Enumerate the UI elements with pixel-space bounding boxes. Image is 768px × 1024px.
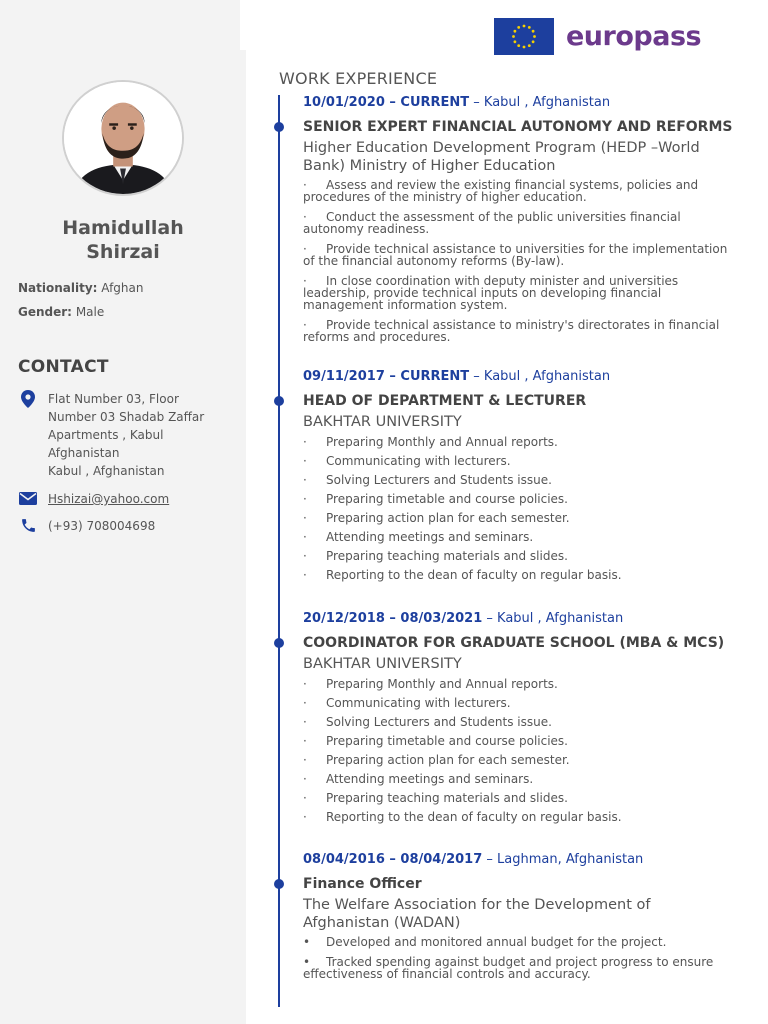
list-item: · Preparing timetable and course policies.	[303, 492, 568, 506]
gender-row	[18, 305, 104, 319]
list-item: · Conduct the assessment of the public universities financial autonomy readiness.	[303, 210, 681, 236]
nationality-label: Nationality:	[18, 281, 98, 295]
job-organization: Higher Education Development Program (HEDP –World Bank) Ministry of Higher Education	[303, 140, 700, 174]
list-item: · Preparing teaching materials and slides.	[303, 549, 568, 563]
gender-label: Gender:	[18, 305, 72, 319]
address-text: Flat Number 03, Floor Number 03 Shadab Zaffar Apartments , Kabul Afghanistan	[48, 392, 205, 460]
gender-value: Male	[75, 305, 105, 319]
list-item: · In close coordination with deputy minister and universities leadership, provide technical inputs on developing financial management information system.	[303, 274, 679, 312]
list-item: · Reporting to the dean of faculty on regular basis.	[303, 810, 622, 824]
list-item: · Communicating with lecturers.	[303, 696, 511, 710]
sidebar-notch	[240, 0, 248, 50]
map-pin-icon	[18, 390, 38, 408]
list-item: · Preparing action plan for each semester.	[303, 753, 570, 767]
job-date: 09/11/2017 – CURRENT – Kabul , Afghanistan	[303, 369, 611, 384]
list-item: · Preparing Monthly and Annual reports.	[303, 435, 558, 449]
section-title-work-experience: WORK EXPERIENCE	[279, 69, 438, 88]
list-item: · Preparing action plan for each semester.	[303, 511, 570, 525]
list-item: · Assess and review the existing financial systems, policies and procedures of the ministry of higher education.	[303, 178, 699, 204]
avatar	[62, 80, 184, 196]
list-item: · Solving Lecturers and Students issue.	[303, 715, 552, 729]
job-date: 10/01/2020 – CURRENT – Kabul , Afghanistan	[303, 95, 611, 110]
timeline-dot	[274, 396, 284, 406]
job-duties	[303, 179, 733, 343]
list-item: · Attending meetings and seminars.	[303, 772, 534, 786]
job-title: COORDINATOR FOR GRADUATE SCHOOL (MBA & MCS)	[303, 635, 725, 651]
europass-logo-text: europass	[566, 21, 702, 52]
list-item: · Provide technical assistance to universities for the implementation of the financial autonomy reforms (By-law).	[303, 242, 728, 268]
job-duties	[303, 936, 733, 980]
job-title: Finance Officer	[303, 876, 422, 892]
phone-text[interactable]: (+93) 708004698	[48, 519, 156, 533]
nationality-row	[18, 281, 143, 295]
nationality-value: Afghan	[101, 281, 144, 295]
address-city: Kabul , Afghanistan	[48, 464, 165, 478]
list-item: • Developed and monitored annual budget for the project.	[303, 935, 667, 949]
job-entry	[303, 610, 733, 829]
list-item: · Solving Lecturers and Students issue.	[303, 473, 552, 487]
list-item: · Preparing Monthly and Annual reports.	[303, 677, 558, 691]
job-title: SENIOR EXPERT FINANCIAL AUTONOMY AND REFORMS	[303, 119, 733, 135]
job-organization: The Welfare Association for the Development of Afghanistan (WADAN)	[303, 897, 651, 931]
list-item: · Preparing timetable and course policies.	[303, 734, 568, 748]
list-item: · Reporting to the dean of faculty on regular basis.	[303, 568, 622, 582]
timeline-dot	[274, 638, 284, 648]
job-organization: BAKHTAR UNIVERSITY	[303, 414, 462, 430]
envelope-icon	[18, 490, 38, 508]
sidebar	[0, 0, 246, 1024]
list-item: · Provide technical assistance to ministry's directorates in financial reforms and procedures.	[303, 318, 720, 344]
email-row	[18, 490, 208, 508]
timeline-line	[278, 95, 280, 1007]
phone-icon	[18, 517, 38, 535]
list-item: · Communicating with lecturers.	[303, 454, 511, 468]
phone-row	[18, 517, 208, 535]
full-name: Hamidullah Shirzai	[62, 217, 184, 263]
job-title: HEAD OF DEPARTMENT & LECTURER	[303, 393, 587, 409]
job-entry	[303, 851, 733, 988]
eu-flag-logo	[494, 18, 554, 55]
timeline-dot	[274, 879, 284, 889]
job-entry	[303, 94, 733, 351]
email-link[interactable]: Hshizai@yahoo.com	[48, 492, 170, 506]
address-row	[18, 390, 208, 480]
contact-heading: CONTACT	[18, 357, 109, 377]
job-date: 08/04/2016 – 08/04/2017 – Laghman, Afghanistan	[303, 852, 644, 867]
profile-photo	[64, 82, 182, 194]
list-item: · Preparing teaching materials and slides.	[303, 791, 568, 805]
job-date: 20/12/2018 – 08/03/2021 – Kabul , Afghanistan	[303, 611, 624, 626]
job-duties	[303, 677, 733, 824]
list-item: · Attending meetings and seminars.	[303, 530, 534, 544]
timeline-dot	[274, 122, 284, 132]
job-duties	[303, 435, 733, 582]
job-entry	[303, 368, 733, 587]
job-organization: BAKHTAR UNIVERSITY	[303, 656, 462, 672]
list-item: • Tracked spending against budget and project progress to ensure effectiveness of financial controls and accuracy.	[303, 955, 714, 981]
